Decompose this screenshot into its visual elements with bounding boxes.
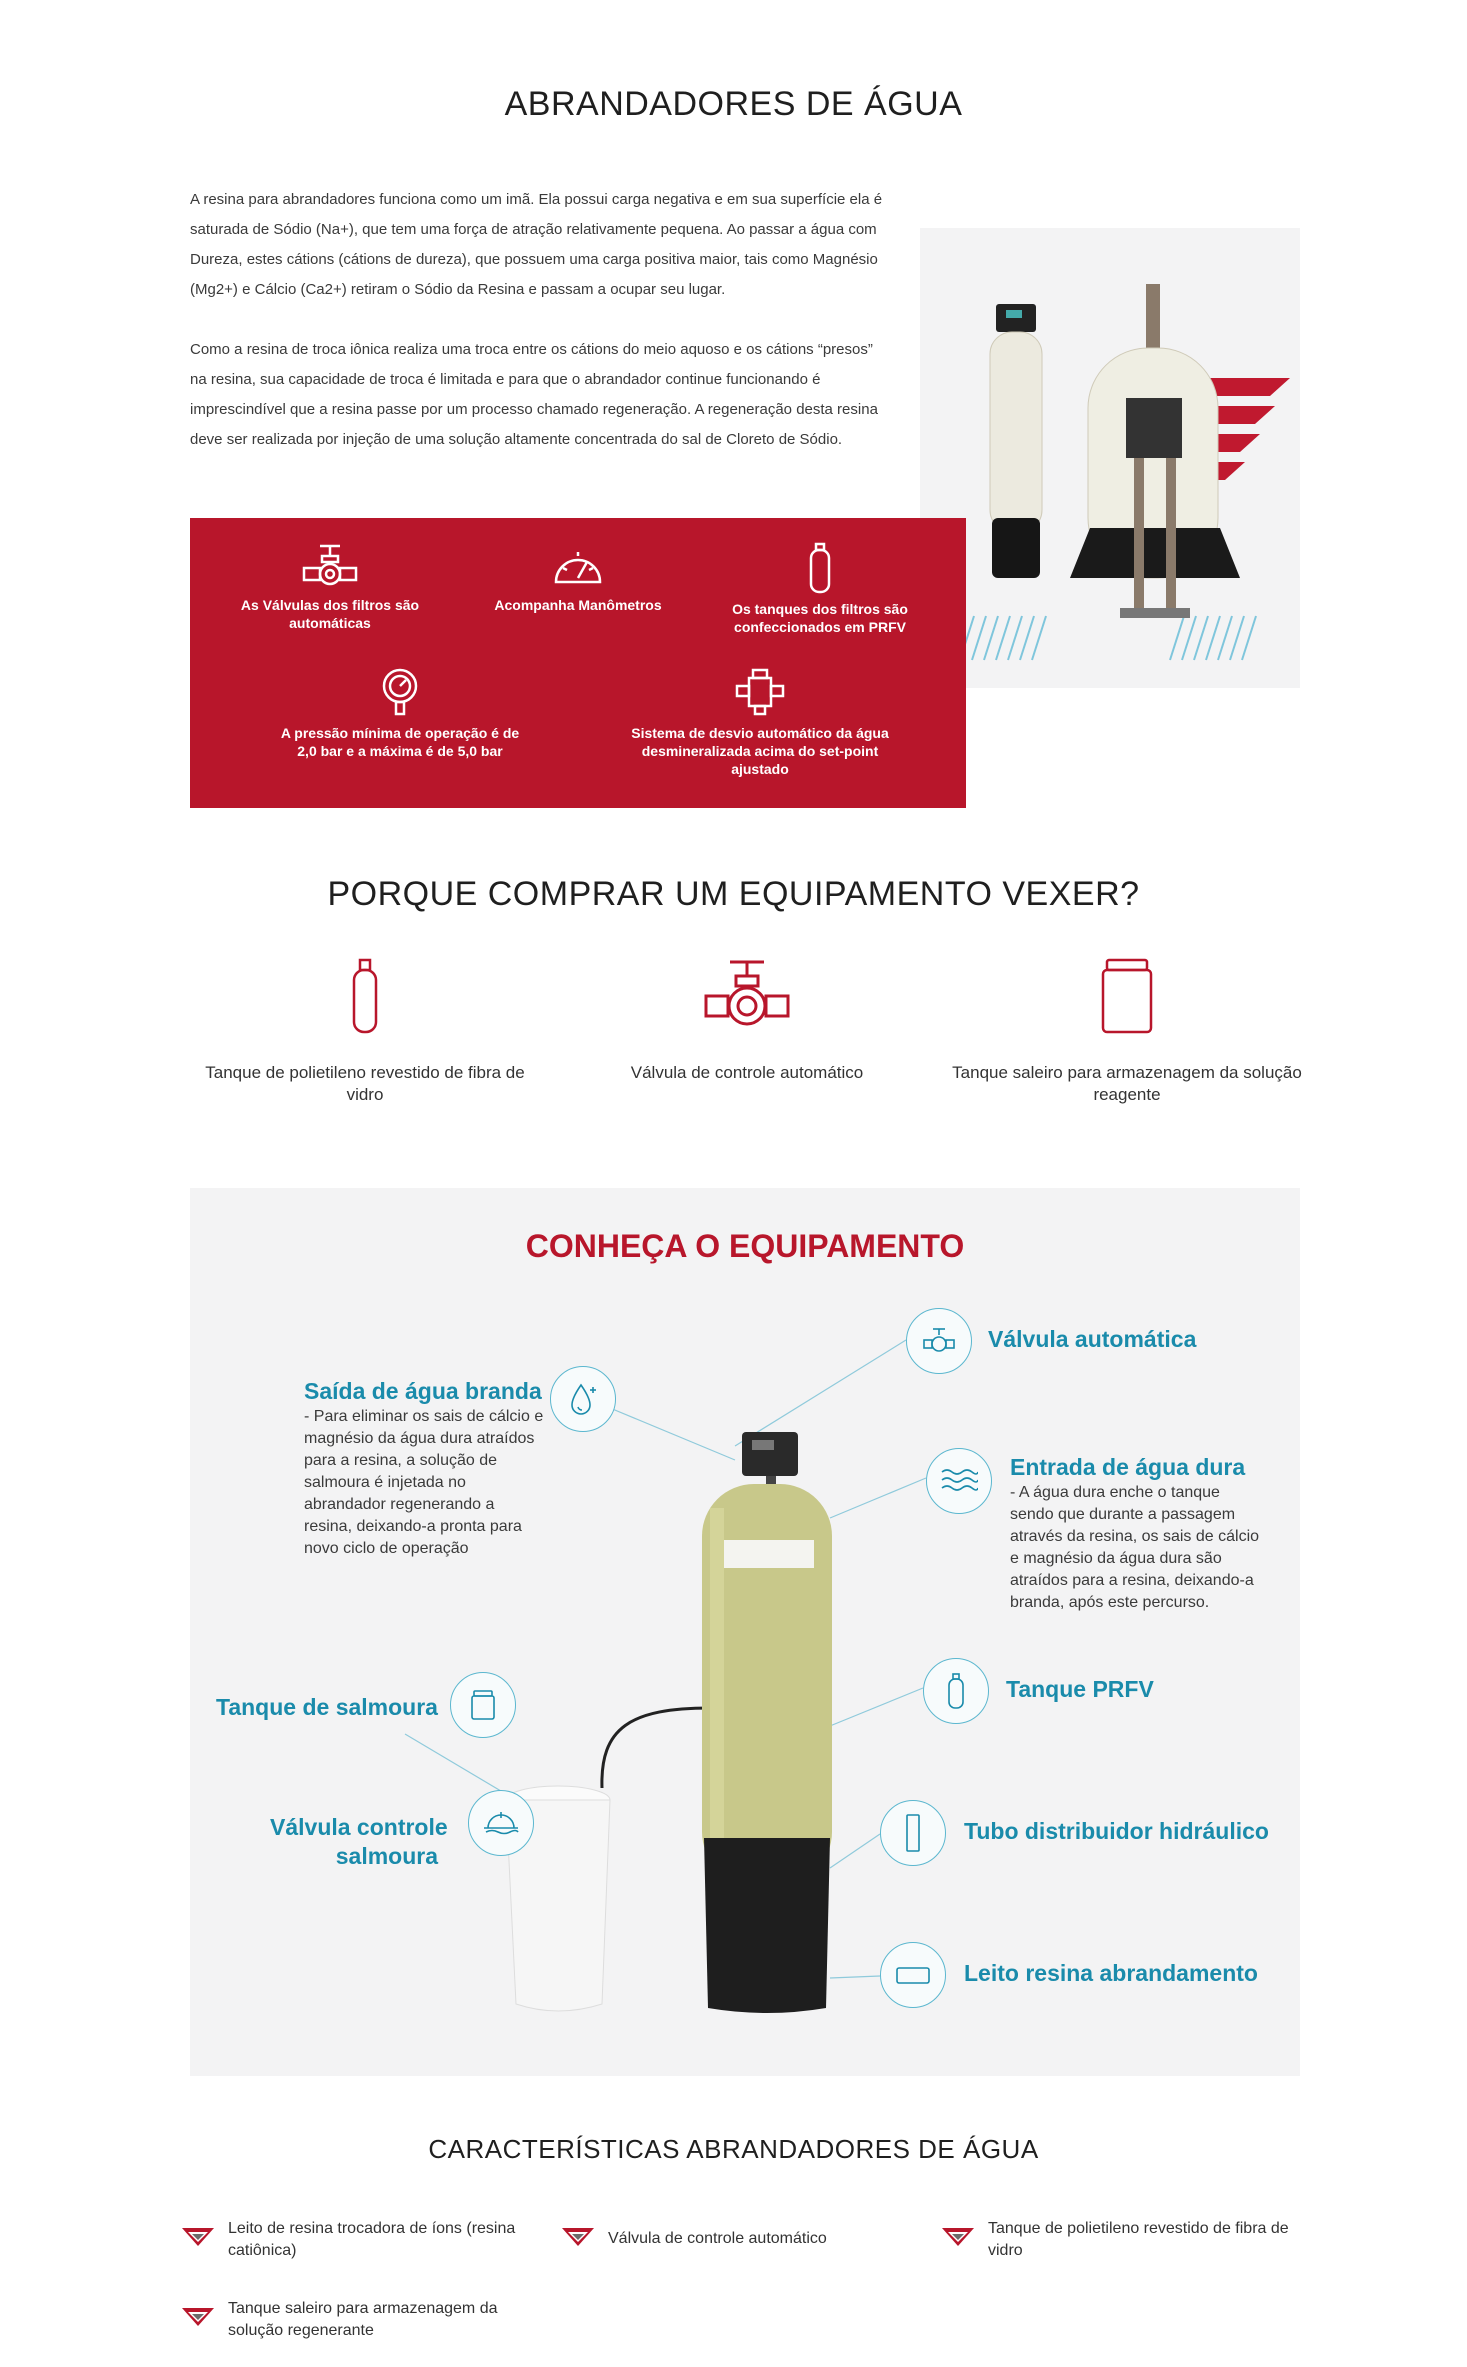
label-valvula-automatica: Válvula automática: [988, 1326, 1197, 1352]
valve-icon: [702, 958, 792, 1036]
equipment-title: CONHEÇA O EQUIPAMENTO: [525, 1228, 965, 1264]
product-photo: [920, 228, 1300, 688]
label-saida-agua: Saída de água branda: [304, 1378, 542, 1404]
label-valvula-salmoura-2: salmoura: [335, 1843, 438, 1869]
vexer-logo-icon: [182, 2306, 214, 2328]
manometer-icon: [380, 666, 420, 718]
characteristic-item: Tanque saleiro para armazenagem da solução regenerante: [228, 2300, 498, 2339]
feature-label: A pressão mínima de operação é de 2,0 bar e a máxima é de 5,0 bar: [280, 725, 520, 759]
tube-circle: [880, 1800, 946, 1866]
waves-icon: [940, 1466, 978, 1496]
brine-circle: [450, 1672, 516, 1738]
intro-paragraph-2: Como a resina de troca iônica realiza uma troca entre os cátions do meio aquoso e os cátions “presos” na resina, sua capacidade de troca é limitada e para que o abrandador continue funcionando é imprescindível que a resina passe por um processo chamado regeneração. A regeneração desta resina deve ser realizada por injeção de uma solução altamente concentrada do sal de Cloreto de Sódio.: [190, 341, 878, 448]
resin-circle: [880, 1942, 946, 2008]
label-leito-resina: Leito resina abrandamento: [964, 1960, 1258, 1986]
gauge-icon: [551, 542, 605, 590]
feature-item: [230, 542, 430, 632]
why-title: PORQUE COMPRAR UM EQUIPAMENTO VEXER?: [327, 875, 1140, 913]
feature-item: [720, 542, 920, 636]
valve-icon: [922, 1326, 956, 1356]
why-item: [572, 958, 922, 1084]
why-label: Tanque de polietileno revestido de fibra de vidro: [205, 1063, 525, 1104]
label-entrada-agua: Entrada de água dura: [1010, 1454, 1246, 1480]
brine-tank-icon: [1099, 958, 1155, 1036]
bypass-icon: [733, 666, 787, 718]
waves-circle: [926, 1448, 992, 1514]
characteristic-item: Válvula de controle automático: [608, 2230, 827, 2247]
tank-icon: [349, 958, 381, 1036]
page-title: ABRANDADORES DE ÁGUA: [504, 85, 963, 123]
vexer-logo-icon: [182, 2226, 214, 2248]
characteristic-item: Leito de resina trocadora de íons (resina catiônica): [228, 2220, 516, 2259]
feature-item: [630, 666, 890, 778]
characteristics-title: CARACTERÍSTICAS ABRANDADORES DE ÁGUA: [428, 2134, 1039, 2164]
desc-entrada-agua: - A água dura enche o tanque sendo que durante a passagem através da resina, os sais de cálcio e magnésio da água dura são atraídos para a resina, deixando-a branda, após este percurso.: [1010, 1484, 1260, 1611]
vexer-logo-icon: [942, 2226, 974, 2248]
water-drop-circle: [550, 1366, 616, 1432]
valve-icon: [300, 542, 360, 590]
label-tanque-prfv: Tanque PRFV: [1006, 1676, 1154, 1702]
feature-item: [280, 666, 520, 760]
prfv-circle: [923, 1658, 989, 1724]
tank-icon: [805, 542, 835, 594]
intro-text: [190, 185, 890, 455]
intro-paragraph-1: A resina para abrandadores funciona como um imã. Ela possui carga negativa e em sua superfície ela é saturada de Sódio (Na+), que tem uma força de atração relativamente pequena. Ao passar a água com Dureza, estes cátions (cátions de dureza), que possuem uma carga positiva maior, tais como Magnésio (Mg2+) e Cálcio (Ca2+) retiram o Sódio da Resina e passam a ocupar seu lugar.: [190, 191, 883, 298]
feature-label: Os tanques dos filtros são confeccionados em PRFV: [732, 601, 908, 635]
feature-item: [478, 542, 678, 614]
tube-icon: [903, 1813, 923, 1853]
characteristic-item: Tanque de polietileno revestido de fibra de vidro: [988, 2220, 1289, 2259]
desc-saida-agua: - Para eliminar os sais de cálcio e magnésio da água dura atraídos para a resina, a solução de salmoura é injetada no abrandador regenerando a resina, deixando-a pronta para novo ciclo de operação: [304, 1408, 544, 1557]
feature-label: Sistema de desvio automático da água desmineralizada acima do set-point ajustado: [631, 725, 889, 777]
why-item: [190, 958, 540, 1106]
label-valvula-salmoura-1: Válvula controle: [270, 1814, 448, 1840]
brine-valve-icon: [482, 1810, 520, 1836]
label-tubo-distribuidor: Tubo distribuidor hidráulico: [964, 1818, 1269, 1844]
features-panel: [190, 518, 966, 808]
feature-label: As Válvulas dos filtros são automáticas: [240, 597, 420, 631]
why-item: [952, 958, 1302, 1106]
vexer-logo-icon: [562, 2226, 594, 2248]
feature-label: Acompanha Manômetros: [494, 597, 662, 613]
brine-tank-icon: [470, 1689, 496, 1721]
tank-icon: [946, 1672, 966, 1710]
resin-bed-icon: [894, 1963, 932, 1987]
label-tanque-salmoura: Tanque de salmoura: [216, 1694, 438, 1720]
brine-valve-circle: [468, 1790, 534, 1856]
why-label: Tanque saleiro para armazenagem da solução reagente: [952, 1063, 1302, 1104]
equipment-section: [190, 1188, 1300, 2076]
water-drop-icon: [566, 1381, 600, 1417]
valve-circle: [906, 1308, 972, 1374]
why-label: Válvula de controle automático: [630, 1063, 864, 1082]
